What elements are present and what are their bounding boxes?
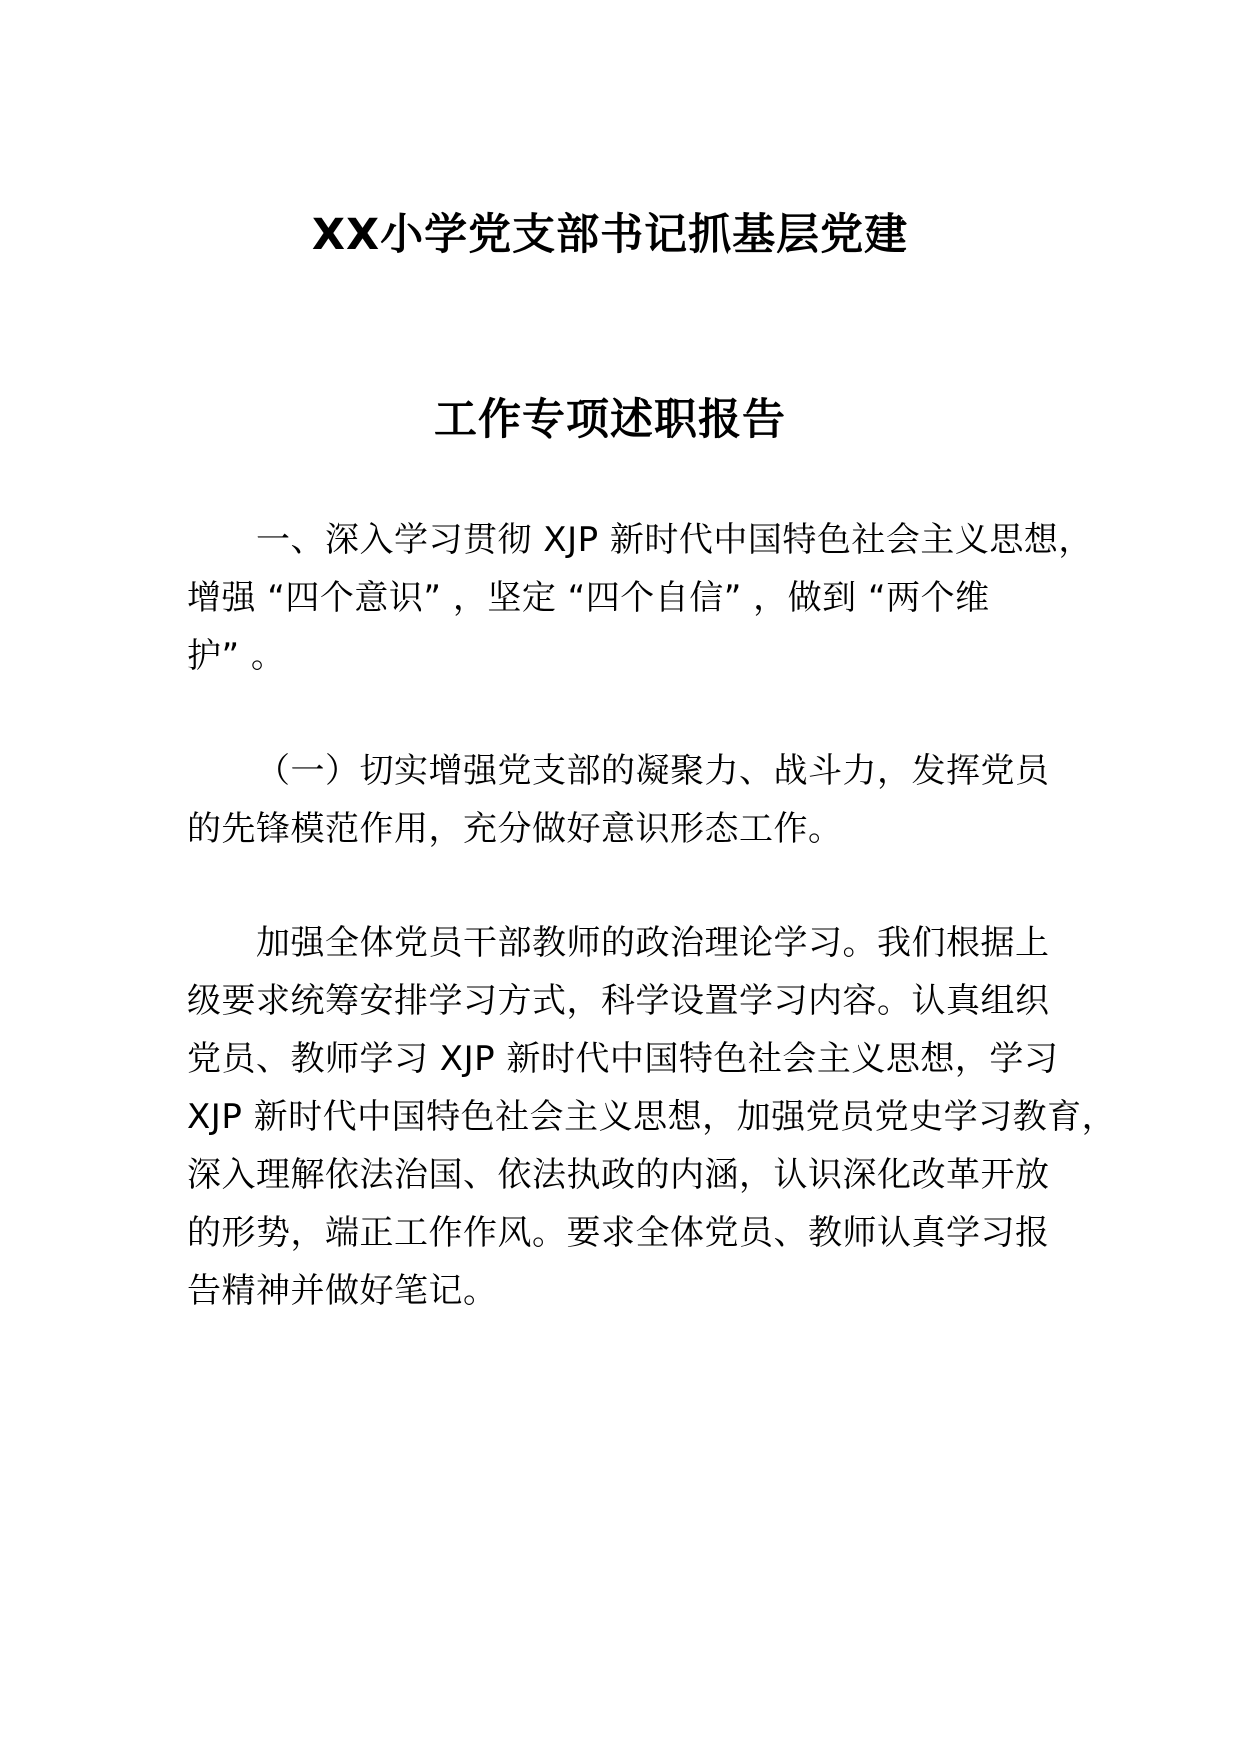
heading-1-line-3: 护” 。 bbox=[187, 636, 286, 676]
document-title-line-1: XX小学党支部书记抓基层党建 bbox=[311, 210, 909, 260]
document-title-line-2: 工作专项述职报告 bbox=[434, 395, 786, 445]
subheading-1-line-1: （一）切实增强党支部的凝聚力、战斗力，发挥党员 bbox=[256, 751, 1050, 791]
heading-1-line-2: 增强 “四个意识” ，坚定 “四个自信” ，做到 “两个维 bbox=[187, 578, 990, 618]
heading-1-line-1: 一、深入学习贯彻 XJP 新时代中国特色社会主义思想， bbox=[256, 520, 1093, 560]
paragraph-1-line-2: 级要求统筹安排学习方式，科学设置学习内容。认真组织 bbox=[187, 981, 1050, 1021]
paragraph-1-line-5: 深入理解依法治国、依法执政的内涵，认识深化改革开放 bbox=[187, 1155, 1050, 1195]
subheading-1-line-2: 的先锋模范作用，充分做好意识形态工作。 bbox=[187, 809, 843, 849]
paragraph-1-line-6: 的形势，端正工作作风。要求全体党员、教师认真学习报 bbox=[187, 1213, 1050, 1253]
paragraph-1-line-3: 党员、教师学习 XJP 新时代中国特色社会主义思想，学习 bbox=[187, 1039, 1059, 1079]
paragraph-1-line-4: XJP 新时代中国特色社会主义思想，加强党员党史学习教育， bbox=[187, 1097, 1117, 1137]
paragraph-1-line-1: 加强全体党员干部教师的政治理论学习。我们根据上 bbox=[256, 923, 1050, 963]
paragraph-1-line-7: 告精神并做好笔记。 bbox=[187, 1271, 498, 1311]
